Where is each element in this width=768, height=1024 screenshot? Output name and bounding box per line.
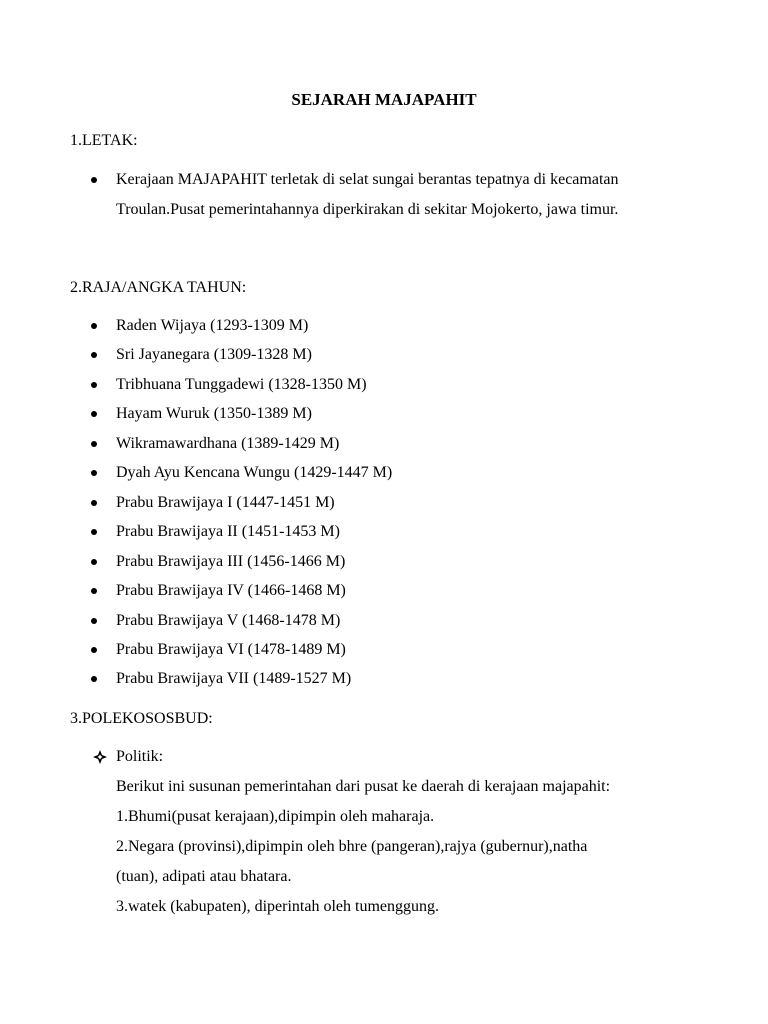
politik-lines [88,772,728,922]
raja-item-text: Tribhuana Tunggadewi (1328-1350 M) [116,375,367,393]
raja-list-item [88,517,392,546]
raja-item-text: Prabu Brawijaya VI (1478-1489 M) [116,640,346,658]
raja-list-item [88,547,392,576]
bullet-icon [91,441,97,447]
politik-line: 3.watek (kabupaten), diperintah oleh tumenggung. [116,898,440,915]
raja-item-text: Prabu Brawijaya I (1447-1451 M) [116,493,335,511]
bullet-icon [91,382,97,388]
bullet-icon [91,559,97,565]
politik-line: 2.Negara (provinsi),dipimpin oleh bhre (pangeran),rajya (gubernur),natha [116,838,588,855]
raja-list-item [88,488,392,517]
bullet-icon [91,323,97,329]
raja-list-item [88,399,392,428]
raja-item-text: Hayam Wuruk (1350-1389 M) [116,405,312,423]
raja-item-text: Prabu Brawijaya III (1456-1466 M) [116,552,346,570]
raja-list-item [88,429,392,458]
section-heading-raja: 2.RAJA/ANGKA TAHUN: [70,279,247,296]
bullet-icon [91,588,97,594]
politik-block [88,742,728,922]
raja-list-item [88,458,392,487]
raja-list [88,311,392,694]
bullet-icon [91,647,97,653]
politik-line: 1.Bhumi(pusat kerajaan),dipimpin oleh maharaja. [116,808,435,825]
politik-item [88,742,728,772]
politik-line: Berikut ini susunan pemerintahan dari pusat ke daerah di kerajaan majapahit: [116,778,611,795]
raja-list-item [88,576,392,605]
bullet-icon [91,676,97,682]
raja-list-item [88,370,392,399]
letak-line-2: Troulan.Pusat pemerintahannya diperkirakan di sekitar Mojokerto, jawa timur. [116,201,619,218]
letak-paragraph [88,165,728,225]
letak-bullet-item [88,165,728,195]
section-heading-polekososbud: 3.POLEKOSOSBUD: [70,710,213,727]
diamond-bullet-icon [92,749,108,765]
raja-item-text: Dyah Ayu Kencana Wungu (1429-1447 M) [116,464,393,482]
raja-item-text: Wikramawardhana (1389-1429 M) [116,434,340,452]
raja-list-item [88,606,392,635]
bullet-icon [91,177,97,183]
raja-list-item [88,340,392,369]
bullet-icon [91,618,97,624]
raja-item-text: Prabu Brawijaya IV (1466-1468 M) [116,582,346,600]
raja-list-item [88,664,392,693]
bullet-icon [91,411,97,417]
page-title: SEJARAH MAJAPAHIT [291,90,477,109]
raja-item-text: Prabu Brawijaya II (1451-1453 M) [116,523,340,541]
bullet-icon [91,529,97,535]
raja-item-text: Prabu Brawijaya VII (1489-1527 M) [116,670,352,688]
raja-list-item [88,635,392,664]
bullet-icon [91,352,97,358]
bullet-icon [91,470,97,476]
raja-item-text: Prabu Brawijaya V (1468-1478 M) [116,611,341,629]
raja-item-text: Sri Jayanegara (1309-1328 M) [116,346,312,364]
raja-list-item [88,311,392,340]
letak-line-1: Kerajaan MAJAPAHIT terletak di selat sungai berantas tepatnya di kecamatan [116,171,619,188]
politik-line: (tuan), adipati atau bhatara. [116,868,292,885]
politik-label: Politik: [116,748,164,765]
bullet-icon [91,500,97,506]
raja-item-text: Raden Wijaya (1293-1309 M) [116,317,309,334]
section-heading-letak: 1.LETAK: [70,132,138,149]
